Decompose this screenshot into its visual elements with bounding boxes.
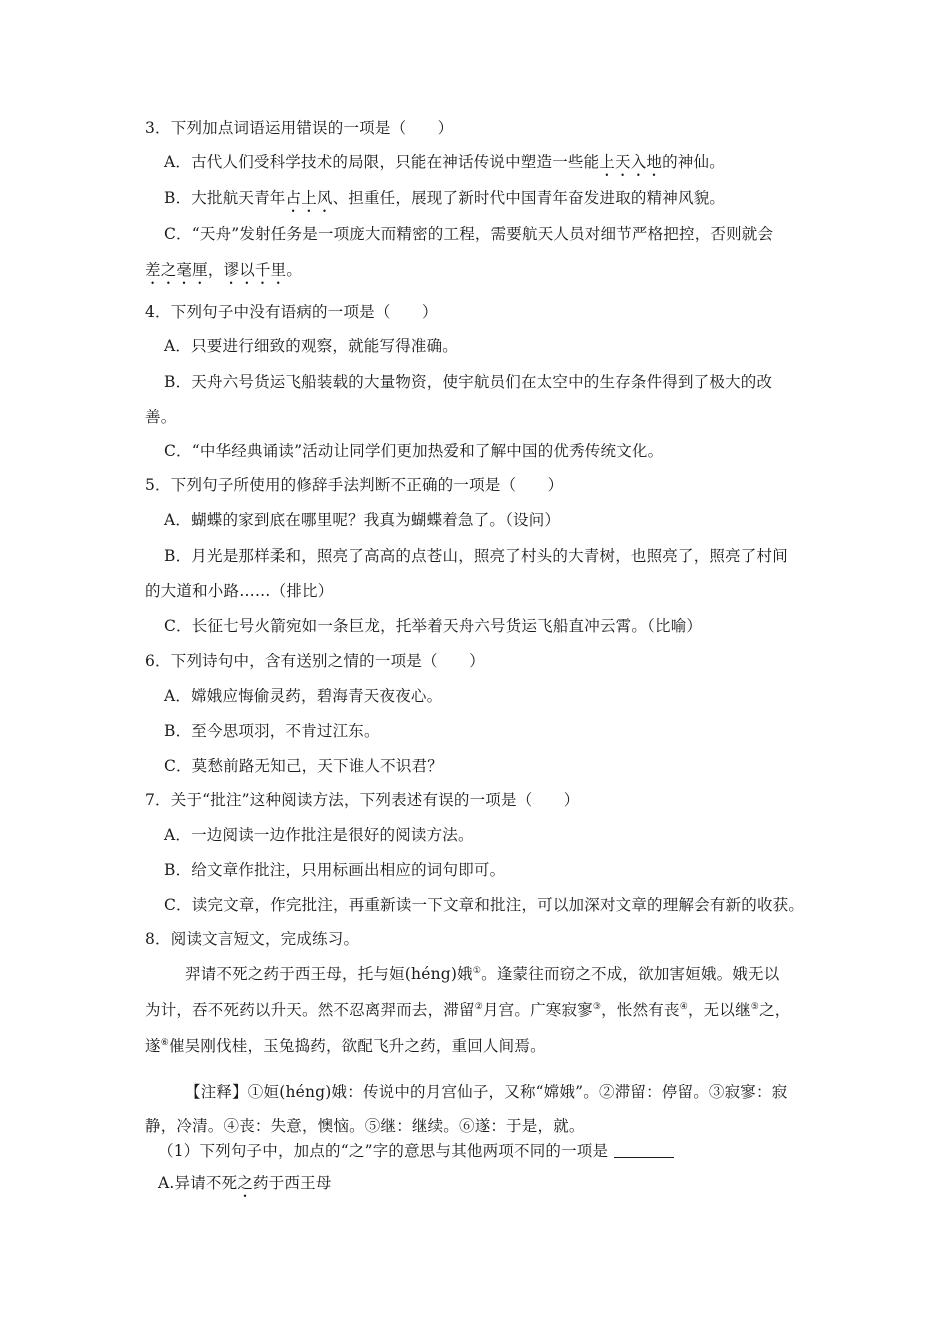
q4-option-b: B．天舟六号货运飞船装载的大量物资，使宇航员们在太空中的生存条件得到了极大的改 bbox=[164, 373, 773, 391]
q6-option-a: A．嫦娥应悔偷灵药，碧海青天夜夜心。 bbox=[164, 687, 443, 705]
q5-option-b: B．月光是那样柔和，照亮了高高的点苍山，照亮了村头的大青树，也照亮了，照亮了村间 bbox=[164, 547, 788, 565]
q5-option-a: A．蝴蝶的家到底在哪里呢？我真为蝴蝶着急了。（设问） bbox=[164, 511, 561, 529]
q5-stem: 5．下列句子所使用的修辞手法判断不正确的一项是（ ） bbox=[145, 476, 564, 494]
option-text: 药于西王母 bbox=[253, 1174, 332, 1192]
emphasized-word: 谬以千里 bbox=[223, 261, 287, 279]
q5-option-c: C．长征七号火箭宛如一条巨龙，托举着天舟六号货运飞船直冲云霄。（比喻） bbox=[164, 617, 703, 635]
q8-passage-line1 bbox=[185, 964, 865, 984]
option-text: A.异请不死 bbox=[158, 1174, 238, 1192]
passage-text: ，怅然有丧 bbox=[601, 1001, 680, 1019]
footnote-marker: ④ bbox=[679, 1002, 688, 1012]
passage-text: 。逢蒙往而窃之不成，欲加害姮娥。娥无以 bbox=[481, 965, 780, 983]
q8-sub1-option-a bbox=[158, 1173, 838, 1201]
q3-option-c-cont bbox=[145, 260, 825, 288]
footnote-marker: ③ bbox=[592, 1002, 602, 1012]
emphasized-word: 上天入地 bbox=[599, 153, 663, 171]
q3-stem: 3．下列加点词语运用错误的一项是（ ） bbox=[145, 119, 454, 137]
passage-text: ，无以继 bbox=[687, 1001, 751, 1019]
q4-option-b-cont: 善。 bbox=[145, 408, 177, 426]
q3-a-text: A．古代人们受科学技术的局限，只能在神话传说中塑造一些能 bbox=[164, 153, 600, 171]
q3-option-a bbox=[164, 152, 844, 180]
q8-stem: 8．阅读文言短文，完成练习。 bbox=[145, 930, 360, 948]
punct: ， bbox=[207, 261, 224, 279]
q6-option-c: C．莫愁前路无知己，天下谁人不识君？ bbox=[164, 757, 443, 775]
q7-stem: 7．关于“批注”这种阅读方法，下列表述有误的一项是（ ） bbox=[145, 791, 580, 809]
punct: 。 bbox=[286, 261, 303, 279]
q3-option-c: C．“天舟”发射任务是一项庞大而精密的工程，需要航天人员对细节严格把控，否则就会 bbox=[164, 225, 774, 243]
sub-question-text: （1）下列句子中，加点的“之”字的意思与其他两项不同的一项是 bbox=[158, 1142, 609, 1160]
q8-notes-line2: 静，冷清。④丧：失意，懊恼。⑤继：继续。⑥遂：于是，就。 bbox=[145, 1117, 585, 1135]
q6-option-b: B．至今思项羽，不肯过江东。 bbox=[164, 722, 380, 740]
q6-stem: 6．下列诗句中，含有送别之情的一项是（ ） bbox=[145, 652, 485, 670]
q4-option-a: A．只要进行细致的观察，就能写得准确。 bbox=[164, 337, 458, 355]
emphasized-word: 占上风 bbox=[285, 189, 333, 207]
footnote-marker: ⑤ bbox=[750, 1002, 760, 1012]
q4-stem: 4．下列句子中没有语病的一项是（ ） bbox=[145, 303, 438, 321]
passage-text: 之， bbox=[759, 1001, 791, 1019]
passage-text: 为计，吞不死药以升天。然不忍离羿而去，滞留 bbox=[145, 1001, 475, 1019]
q3-option-b bbox=[164, 188, 844, 216]
passage-text: 催吴刚伐桂，玉兔捣药，欲配飞升之药，重回人间焉。 bbox=[168, 1037, 546, 1055]
passage-text: 月宫。广寒寂寥 bbox=[482, 1001, 593, 1019]
emphasized-word: 差之毫厘 bbox=[145, 261, 208, 279]
passage-text: 羿请不死之药于西王母，托与姮(héng)娥 bbox=[185, 965, 473, 983]
q3-b-text-end: 、担重任，展现了新时代中国青年奋发进取的精神风貌。 bbox=[332, 189, 726, 207]
q8-notes-line1: 【注释】①姮(héng)娥：传说中的月宫仙子，又称“嫦娥”。②滞留：停留。③寂寥：寂 bbox=[185, 1083, 788, 1101]
q8-passage-line2 bbox=[145, 1000, 825, 1020]
footnote-marker: ① bbox=[472, 966, 482, 976]
passage-text: 遂 bbox=[145, 1037, 161, 1055]
q7-option-c: C．读完文章，作完批注，再重新读一下文章和批注，可以加深对文章的理解会有新的收获。 bbox=[164, 896, 805, 914]
q8-sub1-stem bbox=[158, 1141, 838, 1161]
footnote-marker: ② bbox=[474, 1002, 483, 1012]
q4-option-c: C．“中华经典诵读”活动让同学们更加热爱和了解中国的优秀传统文化。 bbox=[164, 442, 664, 460]
emphasized-word: 之 bbox=[237, 1174, 254, 1192]
footnote-marker: ⑥ bbox=[160, 1038, 169, 1048]
q8-passage-line3 bbox=[145, 1036, 825, 1056]
q5-option-b-cont: 的大道和小路……（排比） bbox=[145, 582, 334, 600]
q7-option-a: A．一边阅读一边作批注是很好的阅读方法。 bbox=[164, 826, 474, 844]
answer-blank[interactable] bbox=[614, 1143, 674, 1158]
q7-option-b: B．给文章作批注，只用标画出相应的词句即可。 bbox=[164, 861, 506, 879]
q3-a-text-end: 的神仙。 bbox=[662, 153, 725, 171]
q3-b-text: B．大批航天青年 bbox=[164, 189, 286, 207]
